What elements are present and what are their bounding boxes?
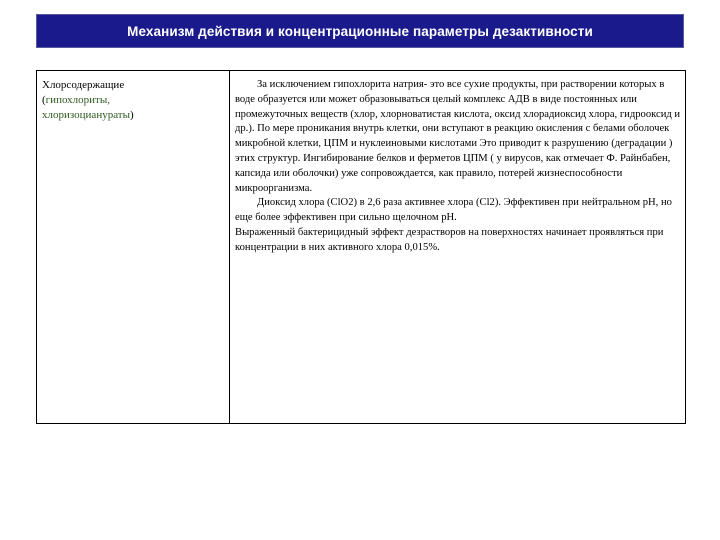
description-paragraph-3: Выраженный бактерицидный эффект дезрастворов на поверхностях начинает проявляться при концентрации в них активного хлора 0,015%. <box>235 226 664 253</box>
title-bar <box>36 14 684 48</box>
category-paren-close: ) <box>130 109 134 121</box>
category-line-2 <box>42 93 225 108</box>
category-line-1: Хлорсодержащие <box>42 79 125 91</box>
content-table <box>36 70 686 424</box>
description-paragraph-1: За исключением гипохлорита натрия- это все сухие продукты, при растворении которых в воде образуется или может образовываться целый комплекс АДВ в виде постоянных или промежуточных веществ (хлор, хлорноватистая кислота, оксид хлорадиоксид хлора, гидрооксид и др.). По мере проникания внутрь клетки, они вступают в реакцию окисления с белами оболочек микробной клетки, ЦПМ и нуклеиновыми кислотами Это приводит к разрушению (деградации ) этих структур. Ингибирование белков и ферметов ЦПМ ( у вирусов, как отмечает Ф. Райнбабен, капсида или оболочки) уже сопровождается, как правило, потерей жизнеспособности микроорганизма. <box>235 79 681 194</box>
category-chloroisocyanurates: хлоризоцианураты <box>42 109 130 121</box>
category-hypochlorites: гипохлориты, <box>45 94 111 106</box>
page-title: Механизм действия и концентрационные параметры дезактивности <box>127 23 593 39</box>
category-paren-open: ( <box>42 94 46 106</box>
category-line-3 <box>42 108 225 123</box>
description-cell <box>230 71 685 423</box>
description-paragraph-2: Диоксид хлора (ClO2) в 2,6 раза активнее хлора (Cl2). Эффективен при нейтральном рН, но еще более эффективен при сильно щелочном рН. <box>235 197 672 224</box>
category-cell <box>37 71 230 423</box>
